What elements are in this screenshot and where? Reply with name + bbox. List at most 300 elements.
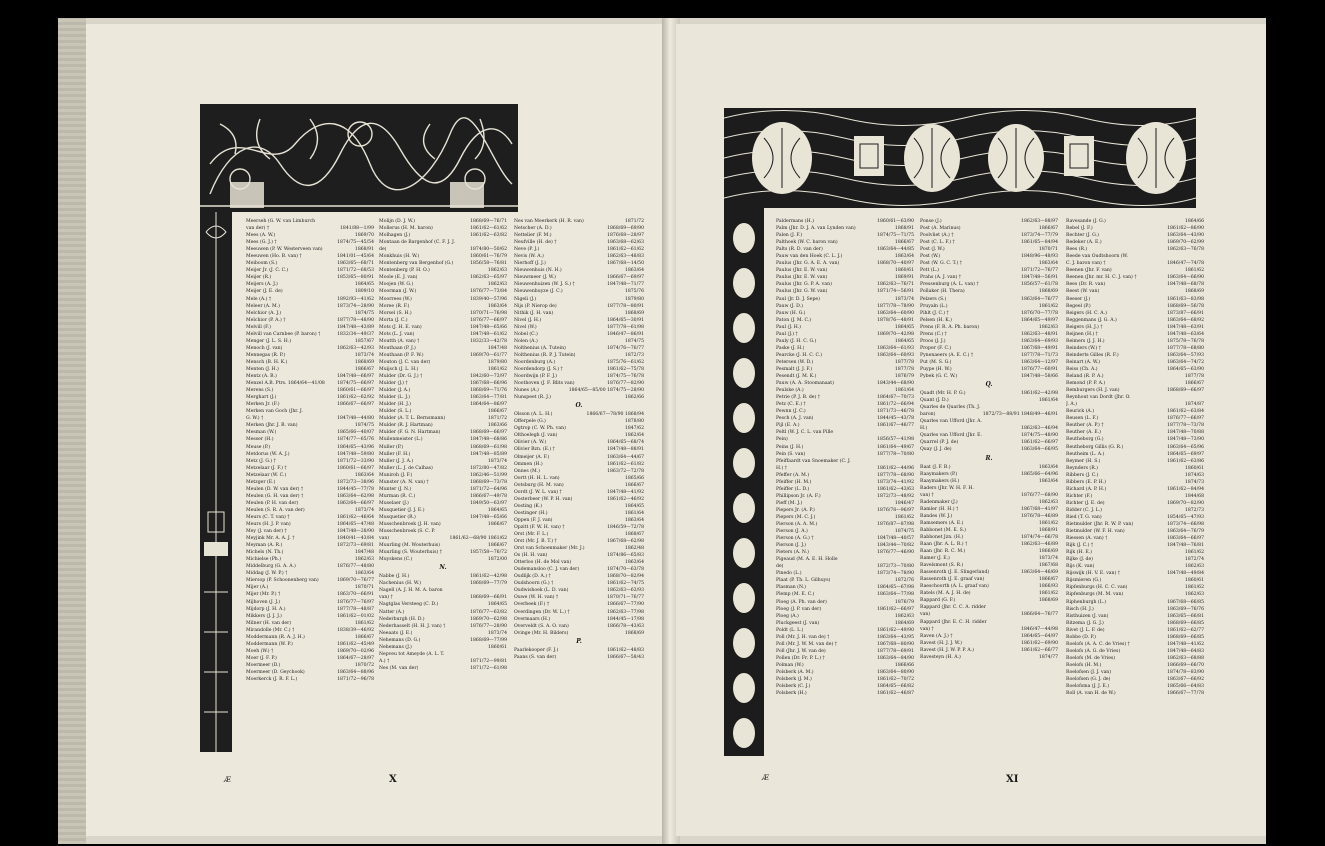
entry-name: Post (C. L. F.) † xyxy=(920,240,955,246)
index-entry xyxy=(379,352,507,359)
entry-years: 1863/64—80/90 xyxy=(877,670,914,675)
entry-name: Nieuwenhuis (N. H.) xyxy=(514,268,562,274)
index-entry xyxy=(379,303,507,310)
entry-years: 1863/64—57/93 xyxy=(1167,352,1204,358)
entry-name: Pluckgeest (J. van) xyxy=(776,620,820,626)
index-entry xyxy=(514,281,644,288)
entry-years: 1872/73—69/81 xyxy=(337,543,374,549)
entry-years: 1863/69—76/76 xyxy=(1167,606,1204,612)
entry-years: 1860/61 xyxy=(1184,465,1204,471)
entry-years: 1873/74—28/90 xyxy=(337,303,374,309)
entry-years: 1874/77—65/76 xyxy=(337,437,374,443)
entry-name: Moermeer (D.) xyxy=(246,662,281,668)
index-entry xyxy=(514,439,644,446)
entry-years: 1847/48—73/90 xyxy=(1167,437,1204,443)
entry-years: 1874/76—76/77 xyxy=(607,345,644,351)
index-entry xyxy=(1066,380,1204,387)
entry-name: Nierhoff (J. J.) xyxy=(514,261,546,267)
entry-name: Post (W.) xyxy=(920,254,941,260)
index-entry xyxy=(246,648,374,655)
entry-name: Oudlijk (D. A.) † xyxy=(514,574,551,580)
index-entry xyxy=(920,317,1058,324)
index-entry xyxy=(776,281,914,288)
entry-years: 1847/48—66/97 xyxy=(337,374,374,380)
entry-name: Metzelaar (W. C.) xyxy=(246,472,287,478)
index-entry xyxy=(776,246,914,253)
index-entry xyxy=(246,352,374,359)
index-entry xyxy=(920,253,1058,260)
entry-name: Murman (R. C.) xyxy=(379,493,416,499)
index-entry xyxy=(776,514,914,521)
index-entry xyxy=(246,274,374,281)
entry-name: C. J. baron van) † xyxy=(1066,261,1106,267)
entry-name: Riphenburgh (L.) xyxy=(1066,599,1107,605)
entry-years xyxy=(1056,604,1058,611)
entry-name: Moer (J. F. P.) xyxy=(246,655,277,661)
index-entry xyxy=(1066,479,1204,486)
entry-name: Moermeer (D. Geychook) xyxy=(246,670,305,675)
index-entry xyxy=(246,486,374,493)
entry-years: 1873/74 xyxy=(354,507,374,513)
entry-years: 1877/78 xyxy=(894,366,914,372)
index-entry xyxy=(920,520,1058,527)
entry-years: 1869/70—82/90 xyxy=(1167,500,1204,506)
entry-name: Meerseh (G. W. van Limburch xyxy=(246,219,316,224)
index-entry xyxy=(514,331,644,338)
entry-years: 1844/68 xyxy=(1184,493,1204,499)
entry-name: Reutheborg (G.) xyxy=(1066,437,1104,443)
entry-years: 1864/65 xyxy=(487,507,507,513)
index-entry xyxy=(920,418,1058,425)
index-entry xyxy=(379,465,507,472)
entry-years: 1876/77—46/90 xyxy=(877,550,914,556)
entry-years: 1857/58—76/72 xyxy=(470,550,507,556)
entry-years: 1861/62—62/77 xyxy=(1167,627,1204,633)
entry-years: 1864/65—66/82 xyxy=(877,684,914,690)
entry-name: Quarrel (P. J. de) xyxy=(920,440,959,446)
index-entry xyxy=(379,500,507,507)
entry-name: Pelsen (H. K.) xyxy=(920,317,952,323)
entry-name: Musquetier (R.) xyxy=(379,514,416,520)
entry-years: 1868/91 xyxy=(1038,527,1058,533)
index-entry xyxy=(246,225,374,232)
section-letter: P. xyxy=(576,637,582,645)
index-entry xyxy=(920,506,1058,513)
entry-years: 1868/69—73/78 xyxy=(470,479,507,485)
entry-years: 1876/77—60/91 xyxy=(1021,366,1058,372)
index-entry xyxy=(1066,577,1204,584)
entry-name: Oortt (H. H. L. van) xyxy=(514,475,560,481)
entry-years: 1868/69—61/98 xyxy=(470,444,507,450)
section-letter: Q. xyxy=(985,381,993,389)
entry-name: Rees (Dr. R. van) xyxy=(1066,282,1106,288)
entry-years: 1873/74—66/98 xyxy=(1167,522,1204,528)
entry-name: Puype (H. W.) xyxy=(920,366,952,372)
entry-name: Meulen (G. H. van der) † xyxy=(246,493,304,499)
index-entry xyxy=(1066,338,1204,345)
index-entry xyxy=(246,500,374,507)
right-page-folio: XI xyxy=(1006,774,1019,785)
index-entry xyxy=(1066,296,1204,303)
index-entry xyxy=(379,415,507,422)
entry-name: Reurick (A.) xyxy=(1066,409,1094,415)
entry-years: 1843/44—70/82 xyxy=(877,543,914,549)
entry-years: 1847/48—40/57 xyxy=(877,536,914,542)
entry-years: 1871/72 xyxy=(487,416,507,422)
index-entry xyxy=(920,232,1058,239)
index-entry xyxy=(776,436,914,443)
index-entry xyxy=(379,359,507,366)
entry-name: Pybek (G. C. W.) xyxy=(920,374,958,380)
entry-name: Ravest (H. J. W. P. P. A.) xyxy=(920,647,974,653)
entry-name: Pott (L.) xyxy=(920,268,939,274)
entry-years: 1876/77—76/97 xyxy=(337,599,374,605)
index-entry xyxy=(776,253,914,260)
entry-name: Rabbonet (M. E. S.) xyxy=(920,527,966,533)
entry-name: Piepers (M. C. J.) xyxy=(776,514,816,520)
index-entry xyxy=(379,281,507,288)
entry-name: Proos (J. J.) xyxy=(920,338,946,344)
index-entry xyxy=(379,444,507,451)
index-entry xyxy=(1066,556,1204,563)
entry-name: Roelofsen (J. J. van) xyxy=(1066,670,1112,675)
entry-name: Ploeg (J. P. van der) xyxy=(776,606,822,612)
entry-years: 1847/48—63/91 xyxy=(1167,324,1204,330)
index-entry xyxy=(776,662,914,669)
entry-years: 1862/63 xyxy=(1184,564,1204,570)
entry-years: 1874/75 xyxy=(624,338,644,344)
entry-name: Meurs (C. T. van) † xyxy=(246,514,290,520)
entry-years: 1866/67 xyxy=(487,543,507,549)
entry-years: 1873/74 xyxy=(1038,556,1058,562)
entry-years: 1865/66—64/83 xyxy=(1167,684,1204,690)
entry-name: Poll (Mr. J. H. van de) † xyxy=(776,634,830,640)
entry-years: 1846/47 xyxy=(894,500,914,506)
index-entry xyxy=(1066,486,1204,493)
entry-years: 1863/64—76/79 xyxy=(1167,529,1204,535)
entry-years: 1864/65 xyxy=(894,338,914,344)
index-entry xyxy=(514,246,644,253)
entry-name: Pierson (J. J.) xyxy=(776,543,806,549)
entry-years: 1867/68—49/91 xyxy=(1021,345,1058,351)
entry-years: 1856/57—41/98 xyxy=(877,437,914,443)
index-entry xyxy=(379,616,507,623)
index-entry xyxy=(776,535,914,542)
entry-name: Mulder (H. J.) xyxy=(379,402,411,408)
entry-name: Muller (J. J. A.) xyxy=(379,458,414,464)
entry-name: Nepveu tot Ameyde (A. L. T. xyxy=(379,651,445,657)
index-entry xyxy=(246,218,374,225)
entry-name: van) † xyxy=(920,626,934,632)
entry-years: 1861/62 xyxy=(1038,520,1058,526)
entry-name: Mots (J. H. E. van) xyxy=(379,324,422,330)
index-entry xyxy=(1066,274,1204,281)
entry-years: 1861/62—46/87 xyxy=(877,691,914,697)
entry-name: Nachenius (H. W.) xyxy=(379,581,422,587)
entry-years: 1862/63 xyxy=(1184,592,1204,598)
entry-years: 1847/48—41/92 xyxy=(607,489,644,495)
entry-years: 1866/69 xyxy=(1038,549,1058,555)
entry-name: Quant (J. D.) xyxy=(920,398,949,404)
entry-years: 1862/63—68/88 xyxy=(1167,655,1204,661)
index-entry xyxy=(514,218,644,225)
index-entry xyxy=(514,594,644,601)
index-entry xyxy=(920,352,1058,359)
entry-years: 1876/87—87/98 xyxy=(877,522,914,528)
entry-years: 1863/68—62/63 xyxy=(607,240,644,246)
entry-years: 1861/62—61/62 xyxy=(607,247,644,253)
index-entry xyxy=(920,555,1058,562)
entry-name: Pihlt (J. C.) † xyxy=(920,310,949,316)
index-entry xyxy=(514,418,644,425)
index-entry xyxy=(776,648,914,655)
index-entry xyxy=(920,439,1058,446)
entry-years xyxy=(912,458,914,465)
index-entry xyxy=(920,390,1058,397)
entry-years: 1847/48—65/66 xyxy=(470,514,507,520)
index-entry xyxy=(379,239,507,246)
entry-name: Ramer (J. E.) xyxy=(920,556,950,562)
entry-years: 1848/96—48/93 xyxy=(1021,254,1058,260)
entry-name: Reusen (L. F.) xyxy=(1066,416,1099,422)
index-entry xyxy=(776,542,914,549)
entry-name: Remond (P. P. A.) xyxy=(1066,381,1106,387)
entry-years: 1867/68—66/85 xyxy=(1167,599,1204,605)
entry-name: Roelofs (A. A. C. de Vries) † xyxy=(1066,641,1130,647)
entry-years: 1866/67 xyxy=(624,482,644,488)
entry-years: 1861/62 xyxy=(354,620,374,626)
entry-years: 1869/70 xyxy=(354,233,374,239)
entry-years: 1861/62—46/92 xyxy=(607,496,644,502)
index-entry xyxy=(379,651,507,658)
entry-years: 1866/67—78/90 1868/94 xyxy=(586,412,644,418)
index-entry xyxy=(920,590,1058,597)
entry-name: Pfeiffer (H. M.) xyxy=(776,479,812,485)
entry-name: Pijl (E. A.) xyxy=(776,423,800,429)
index-entry xyxy=(776,458,914,465)
entry-name: Merken van Goch (Jhr. J. xyxy=(246,409,303,415)
entry-years: 1861/67—46/77 xyxy=(877,423,914,429)
entry-years: 1843/44—68/90 xyxy=(877,381,914,387)
index-entry xyxy=(246,296,374,303)
index-entry xyxy=(379,479,507,486)
index-entry xyxy=(776,465,914,472)
entry-name: Rassenroth (J. E. graaf van) xyxy=(920,577,985,583)
entry-name: Pewnn (J. C.) xyxy=(776,409,806,415)
entry-years: 1847/48—44/80 xyxy=(337,416,374,422)
entry-name: Proper (F. C.) xyxy=(920,345,952,351)
entry-name: Risthuizen (J. van) xyxy=(1066,613,1109,619)
index-entry xyxy=(776,401,914,408)
index-entry xyxy=(920,576,1058,583)
entry-name: Oordt (J. W. L. van) † xyxy=(514,489,562,495)
entry-years: 1866/67 xyxy=(894,240,914,246)
index-entry xyxy=(514,573,644,580)
entry-name: Reutheborg Gillis (G. R.) xyxy=(1066,444,1124,450)
index-entry xyxy=(246,676,374,683)
index-entry xyxy=(514,503,644,510)
book-edge xyxy=(58,18,86,844)
index-entry xyxy=(514,225,644,232)
index-entry xyxy=(514,232,644,239)
index-entry xyxy=(514,267,644,274)
entry-years: 1863/64—43/90 xyxy=(1167,233,1204,239)
entry-years xyxy=(912,556,914,563)
entry-years: 1863/70—66/91 xyxy=(337,592,374,598)
entry-years: 1863/64 xyxy=(1038,464,1058,470)
index-entry xyxy=(776,556,914,563)
entry-name: Moole (E. J. van) xyxy=(379,275,418,281)
entry-years: 1871/72—99/81 xyxy=(470,658,507,664)
entry-years: 1863/64—60/90 xyxy=(877,310,914,316)
entry-name: Nijs (P. Nierop de) xyxy=(514,303,557,309)
entry-name: van) xyxy=(379,536,390,542)
index-entry xyxy=(514,616,644,623)
entry-years: 1873/74—77/79 xyxy=(1021,233,1058,239)
index-entry xyxy=(379,218,507,225)
entry-name: Oudemansloo (C. J. van der) xyxy=(514,567,580,573)
entry-name: Olivier (A. W.) xyxy=(514,440,547,446)
section-letter: N. xyxy=(439,564,447,572)
entry-name: Ootsburg (H. M. van) xyxy=(514,482,564,488)
entry-years: 1861/62 xyxy=(1184,550,1204,556)
index-entry xyxy=(246,239,374,246)
entry-years: 1873/74 xyxy=(354,352,374,358)
index-entry xyxy=(246,535,374,542)
entry-name: Paton (J. M. C.) xyxy=(776,317,812,323)
entry-name: Mensch (B. H. K.) xyxy=(246,359,288,365)
index-entry xyxy=(246,591,374,598)
entry-name: Paulus (Jhr. E. W. van) xyxy=(776,268,828,274)
entry-name: Regeel (P.) xyxy=(1066,303,1091,309)
entry-years: 1867/68—62/98 xyxy=(607,539,644,545)
right-column-3 xyxy=(1066,218,1204,763)
index-entry xyxy=(379,310,507,317)
index-entry xyxy=(776,422,914,429)
entry-years: 1863/64—74/72 xyxy=(1167,359,1204,365)
entry-name: Overveldt (S. A. O. van) xyxy=(514,623,569,629)
entry-years: 1870/72 xyxy=(354,662,374,668)
entry-years: 1863/72—72/78 xyxy=(607,468,644,474)
entry-name: Post (J. W.) xyxy=(920,247,945,253)
entry-name: Ovinge (Mr. H. Bilders) xyxy=(514,630,569,636)
entry-years: 1876/79 xyxy=(894,599,914,605)
index-entry xyxy=(920,296,1058,303)
entry-years: 1862/46—51/99 xyxy=(470,472,507,478)
entry-years: 1871/74—56/91 xyxy=(877,289,914,295)
index-entry xyxy=(776,310,914,317)
index-entry xyxy=(776,570,914,577)
index-entry xyxy=(514,274,644,281)
entry-years: 1874/75—45/54 xyxy=(337,240,374,246)
entry-years: 1872/73—48/92 xyxy=(877,493,914,499)
index-entry xyxy=(379,288,507,295)
entry-name: Nederburgh (H. D.) xyxy=(379,616,425,622)
index-entry xyxy=(776,345,914,352)
entry-name: Moerkerck (J. R. F. L.) xyxy=(246,677,298,683)
entry-years: 1878/80 xyxy=(624,419,644,425)
entry-years: 1847/48—88/91 xyxy=(607,447,644,453)
entry-years: 1863/64—44/67 xyxy=(607,454,644,460)
entry-years: 1847/48—63/64 xyxy=(1167,331,1204,337)
entry-name: Peins (J. H.) xyxy=(776,444,804,450)
entry-years: 1873/87—66/91 xyxy=(1167,310,1204,316)
index-entry xyxy=(246,394,374,401)
entry-name: Plaat (P. Th. L. Gilhuys) xyxy=(776,578,831,584)
entry-years: 1878/76—48/91 xyxy=(877,317,914,323)
left-column-2 xyxy=(379,218,507,758)
entry-years: 1864/65—69/97 xyxy=(1167,451,1204,457)
entry-name: Munter (J. N.) xyxy=(379,486,412,492)
entry-name: Poll (Jhr. J. W. van de) xyxy=(776,648,826,654)
entry-name: Neve (P. J.) xyxy=(514,247,540,253)
entry-years: 1876/78—96/97 xyxy=(877,507,914,513)
entry-years: 1877/78—48/87 xyxy=(337,606,374,612)
entry-name: Muniroh (J. F.) xyxy=(379,472,413,478)
entry-name: Rijke (J. de) xyxy=(1066,557,1093,563)
entry-name: Nunes (A.) xyxy=(514,388,539,394)
index-entry xyxy=(379,549,507,556)
index-entry xyxy=(920,218,1058,225)
entry-years: 1860/61 xyxy=(487,644,507,650)
entry-name: Netscher (A. D.) xyxy=(514,226,552,232)
index-entry xyxy=(776,669,914,676)
entry-name: Pieff (M. J.) xyxy=(776,500,803,506)
entry-name: Peulske (A.) xyxy=(776,388,804,394)
entry-name: Nagell (A. J. H. M. A. baron xyxy=(379,588,443,594)
entry-years: 1867/68—80/90 xyxy=(877,641,914,647)
entry-name: Paldermans (H.) xyxy=(776,219,814,224)
entry-name: Meyjink Mr. A. A. J. † xyxy=(246,536,295,542)
index-entry xyxy=(920,404,1058,411)
index-entry xyxy=(246,606,374,613)
entry-years: 1863/64 xyxy=(624,560,644,566)
index-entry xyxy=(1066,493,1204,500)
index-entry xyxy=(920,513,1058,520)
index-entry xyxy=(514,609,644,616)
entry-name: Petrie (P. J. B. de) † xyxy=(776,395,821,401)
entry-years xyxy=(505,651,507,658)
entry-years: 1861/62—63/84 xyxy=(1167,409,1204,415)
entry-name: Roelofs (H. M.) xyxy=(1066,662,1102,668)
index-entry xyxy=(776,444,914,451)
entry-years: 1872/73—38/96 xyxy=(337,479,374,485)
left-ornament-headband xyxy=(200,104,518,212)
index-entry xyxy=(514,366,644,373)
entry-years: 1844/45—17/98 xyxy=(607,616,644,622)
index-entry xyxy=(379,387,507,394)
entry-name: van der) † xyxy=(246,226,270,232)
entry-years: 1866/67—77/90 xyxy=(607,602,644,608)
entry-name: Paulus (Jhr. G. A. E. A. van) xyxy=(776,261,840,267)
entry-name: Roelofs (M. de Vries) xyxy=(1066,655,1116,661)
index-entry xyxy=(920,527,1058,534)
index-entry xyxy=(246,387,374,394)
entry-name: Pein (S. van) xyxy=(776,451,806,457)
entry-years: 1877/78—68/80 xyxy=(1167,345,1204,351)
entry-years: 1863/64—60/93 xyxy=(877,352,914,358)
entry-years xyxy=(1056,619,1058,626)
entry-years: 1866/67—66/97 xyxy=(337,402,374,408)
entry-years: 1860/61 xyxy=(894,268,914,274)
entry-name: Put (M. S. G.) xyxy=(920,359,952,365)
entry-name: Richter (J. E. de) xyxy=(1066,500,1105,506)
index-entry xyxy=(246,444,374,451)
entry-years: 1876/79 xyxy=(894,374,914,380)
entry-name: Pesmalt (J. J. F.) xyxy=(776,366,813,372)
entry-years: 1847/48—64/83 xyxy=(1167,648,1204,654)
entry-name: Nehemans (J.) xyxy=(379,644,412,650)
